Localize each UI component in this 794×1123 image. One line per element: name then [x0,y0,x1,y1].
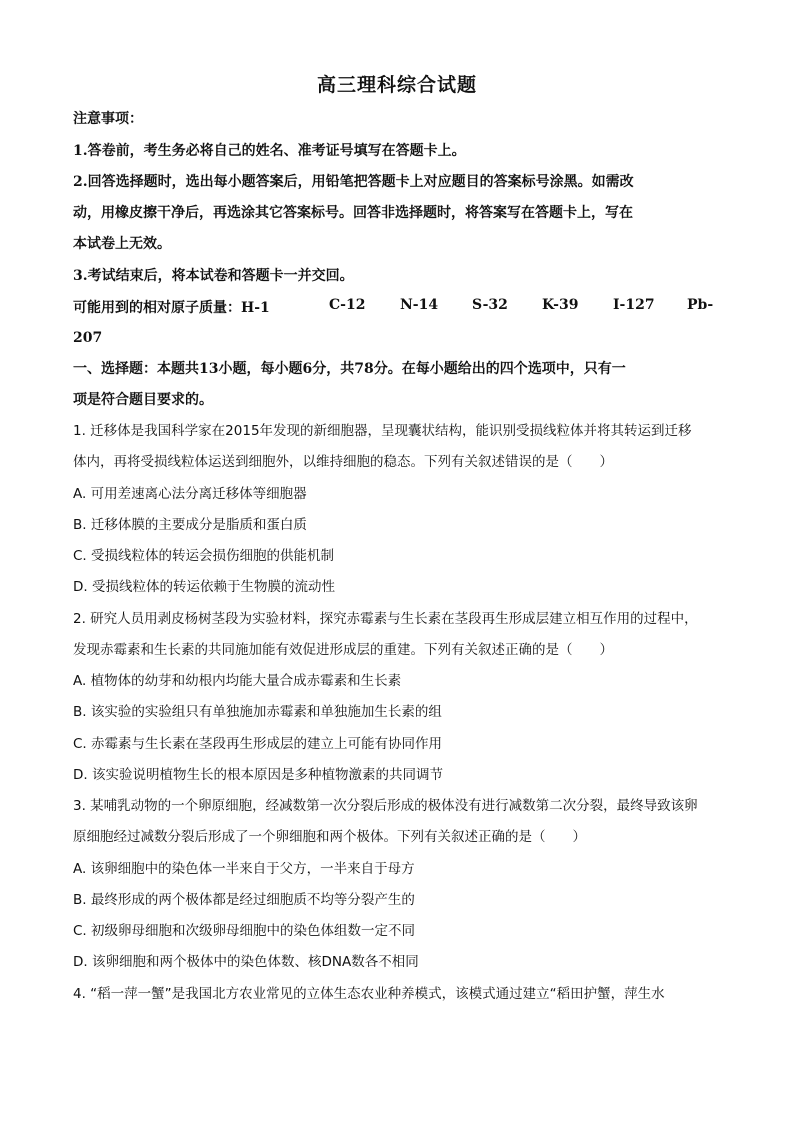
question-2-option-d: D. 该实验说明植物生长的根本原因是多种植物激素的共同调节 [73,767,443,783]
question-3-option-c: C. 初级卵母细胞和次级卵母细胞中的染色体组数一定不同 [73,923,416,939]
section-1-heading-line-2: 项是符合题目要求的。 [73,392,213,408]
notice-item-2-line-1: 2.回答选择题时，选出每小题答案后，用铅笔把答题卡上对应题目的答案标号涂黑。如需改 [73,174,634,190]
atomic-mass-pb-cont: 207 [73,330,103,346]
notice-item-2-line-2: 动，用橡皮擦干净后，再选涂其它答案标号。回答非选择题时，将答案写在答题卡上，写在 [73,205,633,221]
atomic-mass-s: S-32 [472,297,508,313]
question-3-option-d: D. 该卵细胞和两个极体中的染色体数、核DNA数各不相同 [73,954,419,970]
atomic-mass-n: N-14 [400,297,439,313]
question-1-stem-line-1: 1. 迁移体是我国科学家在2015年发现的新细胞器，呈现囊状结构，能识别受损线粒体并将其转运到迁移 [73,423,692,439]
question-1-option-c: C. 受损线粒体的转运会损伤细胞的供能机制 [73,548,335,564]
notice-heading: 注意事项： [73,111,143,127]
question-3-stem-line-1: 3. 某哺乳动物的一个卵原细胞，经减数第一次分裂后形成的极体没有进行减数第二次分裂，最终导致该卵 [73,798,698,814]
question-2-stem-line-1: 2. 研究人员用剥皮杨树茎段为实验材料，探究赤霉素与生长素在茎段再生形成层建立相互作用的过程中， [73,611,698,627]
atomic-mass-k: K-39 [542,297,579,313]
question-2-stem-line-2: 发现赤霉素和生长素的共同施加能有效促进形成层的重建。下列有关叙述正确的是（ ） [73,642,613,658]
question-3-option-b: B. 最终形成的两个极体都是经过细胞质不均等分裂产生的 [73,892,415,908]
atomic-masses-label: 可能用到的相对原子质量：H-1 [73,300,270,316]
question-1-option-d: D. 受损线粒体的转运依赖于生物膜的流动性 [73,579,335,595]
question-1-option-b: B. 迁移体膜的主要成分是脂质和蛋白质 [73,517,307,533]
question-3-option-a: A. 该卵细胞中的染色体一半来自于父方，一半来自于母方 [73,861,415,877]
question-1-option-a: A. 可用差速离心法分离迁移体等细胞器 [73,486,307,502]
section-1-heading-line-1: 一、选择题：本题共13小题，每小题6分，共78分。在每小题给出的四个选项中，只有一 [73,361,626,377]
atomic-mass-c: C-12 [329,297,366,313]
question-2-option-a: A. 植物体的幼芽和幼根内均能大量合成赤霉素和生长素 [73,673,402,689]
atomic-masses-row [73,297,723,317]
notice-item-1: 1.答卷前，考生务必将自己的姓名、准考证号填写在答题卡上。 [73,143,466,159]
question-4-stem-line-1: 4. “稻一萍一蟹”是我国北方农业常见的立体生态农业种养模式，该模式通过建立“稻田护蟹，萍生水 [73,986,665,1002]
atomic-mass-pb: Pb- [687,297,714,313]
page-title: 高三理科综合试题 [316,74,477,96]
notice-item-3: 3.考试结束后，将本试卷和答题卡一并交回。 [73,268,354,284]
atomic-mass-i: I-127 [613,297,655,313]
notice-item-2-line-3: 本试卷上无效。 [73,236,171,252]
question-2-option-c: C. 赤霉素与生长素在茎段再生形成层的建立上可能有协同作用 [73,736,443,752]
question-3-stem-line-2: 原细胞经过减数分裂后形成了一个卵细胞和两个极体。下列有关叙述正确的是（ ） [73,829,586,845]
question-2-option-b: B. 该实验的实验组只有单独施加赤霉素和单独施加生长素的组 [73,704,442,720]
question-1-stem-line-2: 体内，再将受损线粒体运送到细胞外，以维持细胞的稳态。下列有关叙述错误的是（ ） [73,454,613,470]
